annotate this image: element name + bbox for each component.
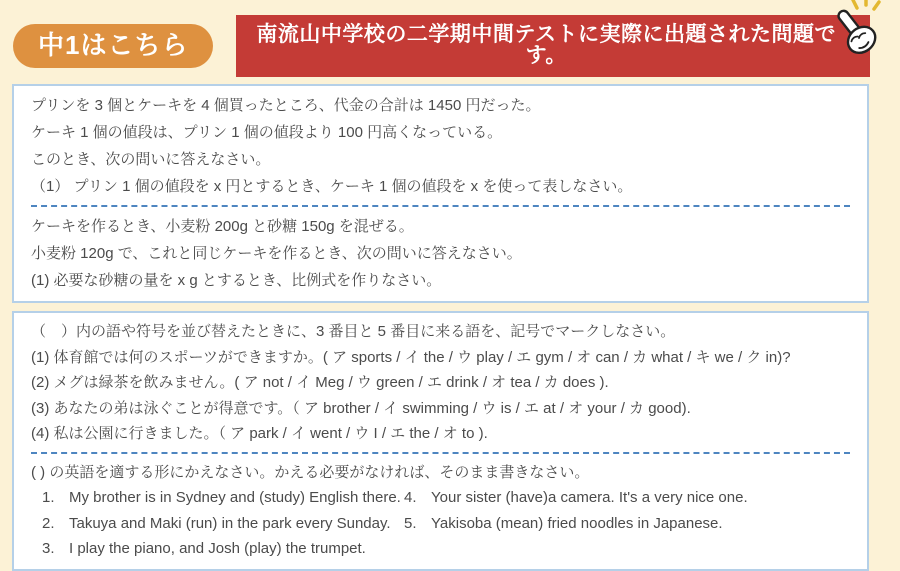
item-text: Yakisoba (mean) fried noodles in Japanese. xyxy=(431,514,723,532)
list-item xyxy=(42,511,404,537)
math-problem2-line: (1) 必要な砂糖の量を x g とするとき、比例式を作りなさい。 xyxy=(31,272,442,289)
math-problem1-line: このとき、次の問いに答えなさい。 xyxy=(31,151,271,168)
conjugation-instruction: ( ) の英語を適する形にかえなさい。かえる必要がなければ、そのまま書きなさい。 xyxy=(31,463,590,481)
reorder-item: (2) メグは緑茶を飲みません。( ア not / イ Meg / ウ green / エ drink / オ tea / カ does ). xyxy=(31,374,609,391)
math-problem1-line: ケーキ 1 個の値段は、プリン 1 個の値段より 100 円高くなっている。 xyxy=(31,124,503,141)
dashed-divider xyxy=(31,452,850,454)
item-number: 4. xyxy=(404,489,417,506)
list-item xyxy=(404,511,850,537)
english-problems-card xyxy=(12,311,869,571)
conjugation-list xyxy=(31,485,850,562)
item-number: 2. xyxy=(42,514,55,532)
list-item xyxy=(404,485,850,511)
list-item xyxy=(42,536,404,562)
list-item xyxy=(42,485,404,511)
math-problems-card xyxy=(12,84,869,303)
reorder-item: (1) 体育館では何のスポーツができますか。( ア sports / イ the / ウ play / エ gym / オ can / カ what / キ we / ク in)? xyxy=(31,348,791,366)
conjugation-left-column xyxy=(42,485,404,562)
pointing-hand-icon xyxy=(830,0,892,63)
reorder-item: (4) 私は公園に行きました。（ ア park / イ went / ウ I / エ the / オ to ). xyxy=(31,425,488,442)
math-problem2-line: 小麦粉 120g で、これと同じケーキを作るとき、次の問いに答えなさい。 xyxy=(31,245,522,262)
dashed-divider xyxy=(31,205,850,207)
conjugation-right-column xyxy=(404,485,850,562)
math-problem1-line: （1） プリン 1 個の値段を x 円とするとき、ケーキ 1 個の値段を x を使って表しなさい。 xyxy=(31,178,633,195)
math-problem2-line: ケーキを作るとき、小麦粉 200g と砂糖 150g を混ぜる。 xyxy=(31,218,414,235)
item-text: Takuya and Maki (run) in the park every Sunday. xyxy=(69,514,391,532)
item-text: Your sister (have)a camera. It's a very nice one. xyxy=(431,489,748,506)
item-number: 3. xyxy=(42,540,55,557)
item-number: 5. xyxy=(404,514,417,532)
reorder-instruction: （ ）内の語や符号を並び替えたときに、3 番目と 5 番目に来る語を、記号でマークしなさい。 xyxy=(31,323,676,340)
math-problem1-line: プリンを 3 個とケーキを 4 個買ったところ、代金の合計は 1450 円だった。 xyxy=(31,97,541,114)
school-banner xyxy=(236,15,870,77)
grade1-badge[interactable]: 中1はこちら xyxy=(13,24,213,68)
item-text: My brother is in Sydney and (study) English there. xyxy=(69,489,401,506)
item-number: 1. xyxy=(42,489,55,506)
reorder-item: (3) あなたの弟は泳ぐことが得意です。（ ア brother / イ swimming / ウ is / エ at / オ your / カ good). xyxy=(31,399,691,417)
page-header xyxy=(0,0,900,67)
item-text: I play the piano, and Josh (play) the trumpet. xyxy=(69,540,366,557)
banner-text: 南流山中学校の二学期中間テストに実際に出題された問題です。 xyxy=(256,23,837,67)
